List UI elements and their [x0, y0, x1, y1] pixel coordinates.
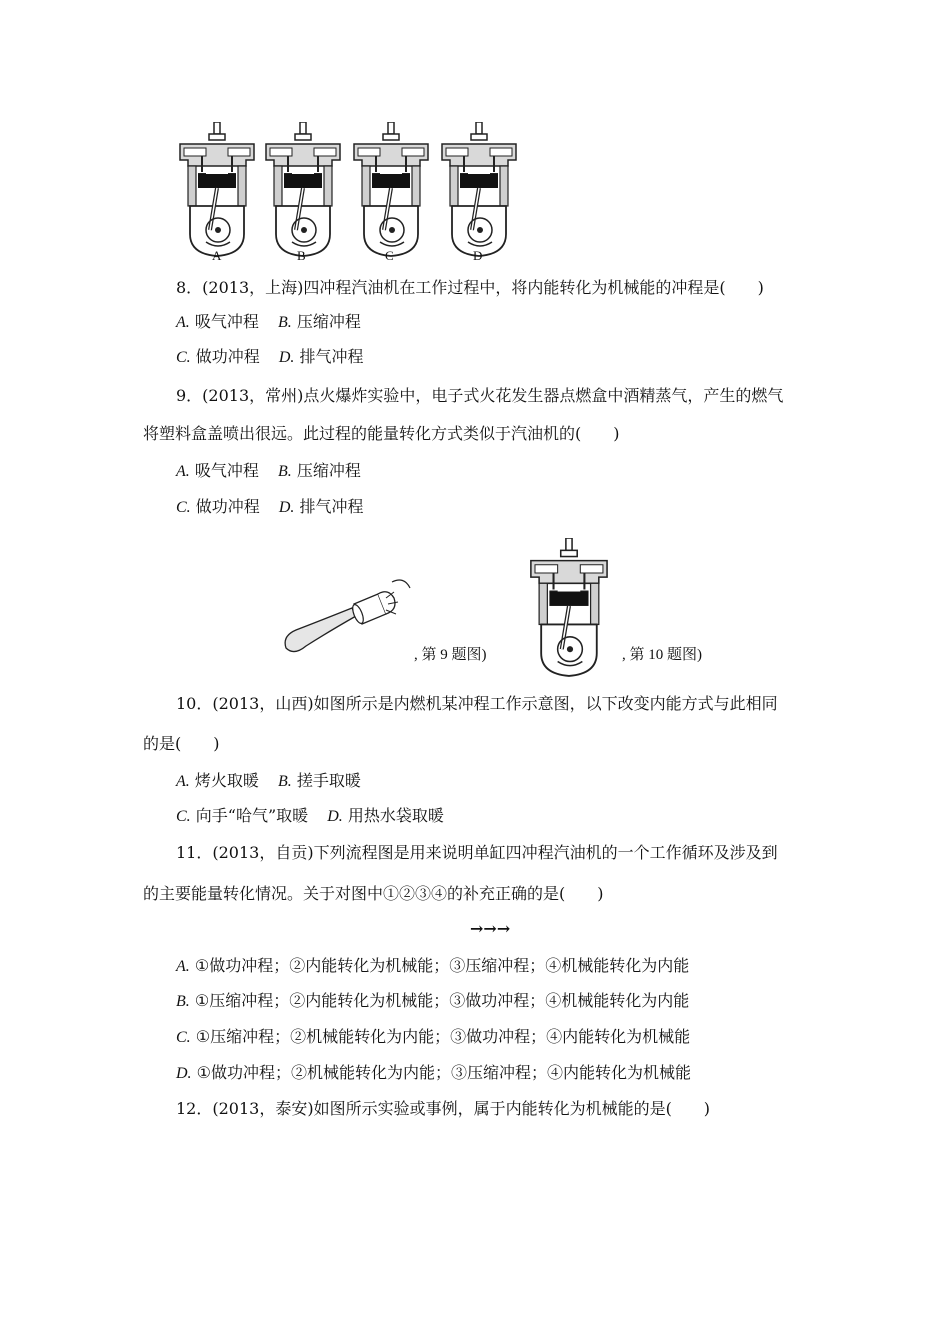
- q11-option-c-letter: C.: [176, 1029, 191, 1046]
- engine-label-d: D: [473, 248, 483, 263]
- q11-option-d-text: ①做功冲程；②机械能转化为内能；③压缩冲程；④内能转化为机械能: [196, 1063, 692, 1082]
- engine-label-c: C: [385, 248, 394, 263]
- engine-label-b: B: [297, 248, 306, 263]
- q11-flow-arrows: →→→: [470, 919, 511, 938]
- q11-option-d: [176, 1063, 691, 1084]
- q8-stem: 8．(2013，上海)四冲程汽油机在工作过程中，将内能转化为机械能的冲程是( ): [176, 278, 764, 297]
- engine-diagram-c: [350, 122, 434, 258]
- q8-option-d-letter: D.: [278, 349, 295, 366]
- q9-options-row2: [176, 497, 364, 518]
- q10-option-a-text: 烤火取暖: [194, 771, 259, 790]
- engine-label-a: A: [212, 248, 222, 263]
- q10-options-row1: [176, 771, 361, 792]
- q11-option-b-letter: B.: [176, 993, 190, 1010]
- q10-option-b-text: 搓手取暖: [296, 771, 361, 790]
- q10-option-c-letter: C.: [176, 808, 191, 825]
- q9-stem-line2: 将塑料盒盖喷出很远。此过程的能量转化方式类似于汽油机的( ): [143, 424, 620, 443]
- q10-engine-diagram: [525, 538, 615, 678]
- engine-diagram-d: [438, 122, 522, 258]
- q9-option-c-text: 做功冲程: [195, 497, 260, 516]
- q11-option-c: [176, 1027, 690, 1048]
- q8-option-a-text: 吸气冲程: [194, 312, 259, 331]
- q9-option-d-text: 排气冲程: [299, 497, 364, 516]
- q9-option-a-text: 吸气冲程: [194, 461, 259, 480]
- q10-figure-caption: , 第 10 题图): [622, 647, 702, 663]
- q9-figure-caption: , 第 9 题图): [414, 647, 487, 663]
- q11-option-d-letter: D.: [176, 1065, 192, 1082]
- q8-option-b-text: 压缩冲程: [296, 312, 361, 331]
- q12-stem: 12．(2013，泰安)如图所示实验或事例，属于内能转化为机械能的是( ): [176, 1099, 711, 1118]
- q9-option-d-letter: D.: [278, 499, 295, 516]
- q11-stem-line2: 的主要能量转化情况。关于对图中①②③④的补充正确的是( ): [143, 884, 604, 903]
- q11-option-c-text: ①压缩冲程；②机械能转化为内能；③做功冲程；④内能转化为机械能: [195, 1027, 691, 1046]
- q8-options-row2: [176, 347, 364, 368]
- q10-option-d-text: 用热水袋取暖: [347, 806, 444, 825]
- q10-option-a-letter: A.: [176, 773, 190, 790]
- q9-option-a-letter: A.: [176, 463, 190, 480]
- q11-stem-line1: 11．(2013，自贡)下列流程图是用来说明单缸四冲程汽油机的一个工作循环及涉及到: [176, 843, 778, 862]
- engine-diagram-b: [262, 122, 346, 258]
- q9-option-c-letter: C.: [176, 499, 191, 516]
- q11-option-b: [176, 991, 689, 1012]
- q9-option-b-text: 压缩冲程: [296, 461, 361, 480]
- q10-stem-line2: 的是( ): [143, 734, 220, 753]
- engine-diagram-a: [176, 122, 260, 258]
- ignition-experiment-figure: [282, 574, 416, 660]
- q11-option-a-text: ①做功冲程；②内能转化为机械能；③压缩冲程；④机械能转化为内能: [194, 956, 690, 975]
- q11-option-b-text: ①压缩冲程；②内能转化为机械能；③做功冲程；④机械能转化为内能: [194, 991, 690, 1010]
- q10-stem-line1: 10．(2013，山西)如图所示是内燃机某冲程工作示意图，以下改变内能方式与此相同: [176, 694, 778, 713]
- q11-option-a: [176, 956, 689, 977]
- q8-option-c-letter: C.: [176, 349, 191, 366]
- q11-option-a-letter: A.: [176, 958, 190, 975]
- q9-options-row1: [176, 461, 361, 482]
- q9-option-b-letter: B.: [277, 463, 292, 480]
- q8-option-c-text: 做功冲程: [195, 347, 260, 366]
- q8-option-b-letter: B.: [277, 314, 292, 331]
- q10-options-row2: [176, 806, 444, 827]
- q8-option-d-text: 排气冲程: [299, 347, 364, 366]
- q10-option-d-letter: D.: [327, 808, 343, 825]
- q9-stem-line1: 9．(2013，常州)点火爆炸实验中，电子式火花发生器点燃盒中酒精蒸气，产生的燃气: [176, 386, 784, 405]
- q8-option-a-letter: A.: [176, 314, 190, 331]
- q8-options-row1: [176, 312, 361, 333]
- q10-option-c-text: 向手“哈气”取暖: [195, 806, 309, 825]
- q10-option-b-letter: B.: [277, 773, 292, 790]
